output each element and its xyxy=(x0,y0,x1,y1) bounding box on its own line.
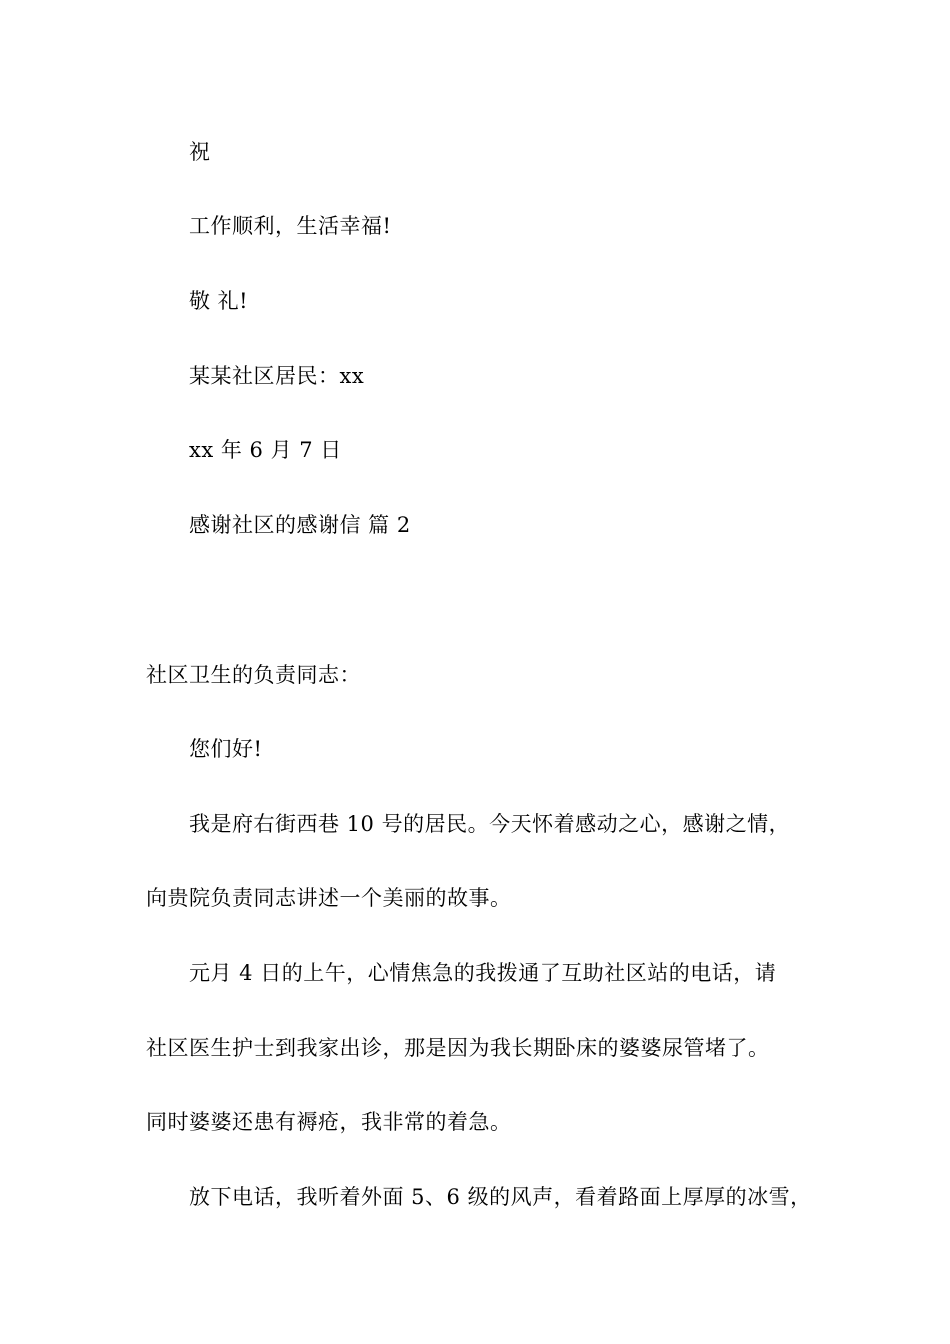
paragraph-line: 社区医生护士到我家出诊，那是因为我长期卧床的婆婆尿管堵了。 xyxy=(146,1036,770,1060)
section-title: 感谢社区的感谢信 篇 2 xyxy=(189,513,411,537)
paragraph-line: 放下电话，我听着外面 5、6 级的风声，看着路面上厚厚的冰雪， xyxy=(189,1185,812,1209)
paragraph-line: 我是府右街西巷 10 号的居民。今天怀着感动之心，感谢之情， xyxy=(189,812,791,836)
closing-wish: 祝 xyxy=(189,140,211,164)
paragraph-line: 同时婆婆还患有褥疮，我非常的着急。 xyxy=(146,1110,512,1134)
recipient: 社区卫生的负责同志： xyxy=(146,663,361,687)
letter-date: xx 年 6 月 7 日 xyxy=(189,438,342,462)
paragraph-line: 向贵院负责同志讲述一个美丽的故事。 xyxy=(146,886,512,910)
signature: 某某社区居民：xx xyxy=(189,364,365,388)
greeting: 您们好! xyxy=(189,737,263,761)
paragraph-line: 元月 4 日的上午，心情焦急的我拨通了互助社区站的电话，请 xyxy=(189,961,777,985)
closing-wish-text: 工作顺利，生活幸福! xyxy=(189,214,392,238)
salutation-closing: 敬 礼! xyxy=(189,289,249,313)
